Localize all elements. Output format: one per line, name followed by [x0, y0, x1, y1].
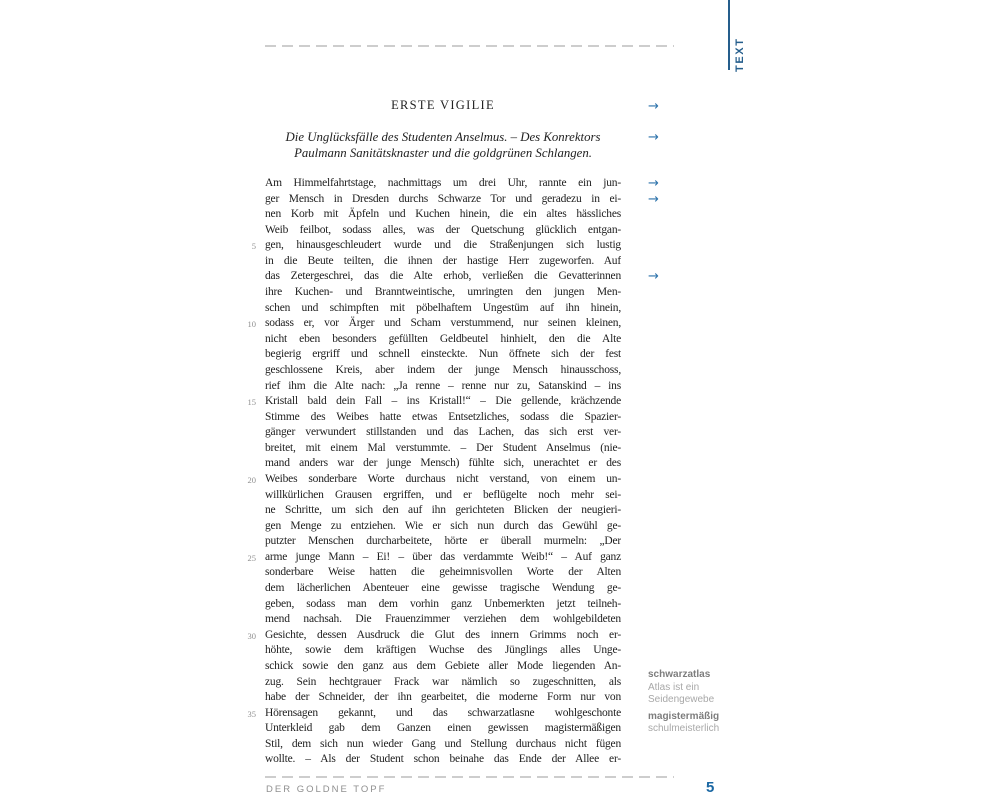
line-text: dem lächerlichen Abenteuer eine gewisse tragische Wendung ge- [265, 582, 621, 595]
body-line [239, 675, 621, 691]
line-text: das Zetergeschrei, das die Alte erhob, verließen die Gevatterinnen [265, 270, 621, 283]
line-number [239, 503, 256, 519]
glossary-definition-line: schulmeisterlich [648, 723, 720, 734]
page-number: 5 [706, 779, 715, 796]
line-text: ihre Kuchen- und Branntweintische, umringten den jungen Men- [265, 286, 621, 299]
body-line [239, 410, 621, 426]
line-text: Gesichte, dessen Ausdruck die Glut des innern Grimms noch er- [265, 628, 621, 641]
body-line [239, 706, 621, 722]
body-line [239, 441, 621, 457]
line-number: 30 [247, 630, 256, 641]
body-line [239, 550, 621, 566]
body-line [239, 690, 621, 706]
body-line [239, 721, 621, 737]
line-number: 20 [247, 474, 256, 485]
line-text: arme junge Mann – Ei! – über das verdammte Weib!“ – Auf ganz [265, 550, 621, 563]
line-number [239, 285, 256, 301]
line-text: habe der Schneider, der ihn gearbeitet, die moderne Form nur von [265, 691, 621, 704]
body-line [239, 628, 621, 644]
line-number [239, 581, 256, 597]
line-number [239, 379, 256, 395]
line-text: zug. Sein hechtgrauer Frack war nämlich so zugeschnitten, als [265, 675, 621, 688]
line-text: geschlossene Kreis, aber indem der junge Mensch hinausschoss, [265, 363, 621, 376]
body-line [239, 301, 621, 317]
line-number [239, 254, 256, 270]
line-number: 10 [247, 319, 256, 330]
line-text: Stil, dem sich nun wieder Gang und Stellung durchaus nicht fügen [265, 737, 621, 750]
line-text: schick sowie den ganz aus dem Gebiete aller Mode liegenden An- [265, 659, 621, 672]
body-line [239, 643, 621, 659]
line-number [239, 690, 256, 706]
body-line [239, 456, 621, 472]
body-line [239, 612, 621, 628]
line-text: wollte. – Als der Student schon beinahe das Ende der Allee er- [265, 753, 621, 766]
body-line [239, 191, 659, 208]
margin-arrow-icon: → [648, 269, 659, 285]
margin-arrow-icon: → [648, 99, 659, 114]
line-number [239, 347, 256, 363]
glossary-entry [648, 711, 758, 736]
line-text: Kristall bald dein Fall – ins Kristall!“ – Die gellende, krächzende [265, 395, 621, 408]
line-number [239, 192, 256, 208]
line-number [239, 332, 256, 348]
line-number [239, 425, 256, 441]
line-number [239, 612, 256, 628]
glossary-term: schwarzatlas [648, 669, 711, 680]
line-text: Stimme des Weibes hatte etwas Entsetzliches, sodass die Spazier- [265, 410, 621, 423]
glossary-definition-line: Seidengewebe [648, 694, 715, 705]
line-text: höhte, sowie dem kräftigen Wuchse des Jünglings alles Unge- [265, 644, 621, 657]
body-line [239, 363, 621, 379]
line-text: putzter Menschen durcharbeitete, hörte er überall murmeln: „Der [265, 535, 621, 548]
line-number [239, 456, 256, 472]
glossary-term: magistermäßig [648, 710, 720, 722]
running-title: DER GOLDNE TOPF [266, 784, 387, 795]
line-number: 5 [251, 241, 256, 252]
body-line [239, 519, 621, 535]
body-line [239, 269, 659, 285]
margin-arrow-icon: → [648, 130, 659, 145]
line-number: 35 [247, 708, 256, 719]
line-text: Unterkleid gab dem Ganzen einen gewissen magistermäßigen [265, 722, 621, 735]
line-text: mand anders war der junge Mensch) fühlte sich, unerachtet er des [265, 457, 621, 470]
body-line [239, 565, 621, 581]
line-text: mend nachsah. Die Frauenzimmer verziehen dem wohlgebildeten [265, 613, 621, 626]
line-text: gänger verwundert stillstanden und das Lachen, das sich erst ver- [265, 426, 621, 439]
line-text: Weib feilbot, sodass alles, was der Quetschung glücklich entgan- [265, 223, 621, 236]
line-text: ne Schritte, um sich den auf ihn gerichteten Blicken der neugieri- [265, 504, 621, 517]
body-line [239, 659, 621, 675]
line-number [239, 659, 256, 675]
body-line [239, 597, 621, 613]
line-number [239, 643, 256, 659]
body-line [239, 254, 621, 270]
margin-arrow-icon: → [648, 191, 659, 207]
top-dashed-rule [265, 45, 674, 47]
chapter-title: ERSTE VIGILIE [391, 98, 495, 112]
body-line [239, 503, 621, 519]
section-tab-rule [728, 0, 730, 70]
line-text: nen Korb mit Äpfeln und Kuchen hinein, die ein altes hässliches [265, 208, 621, 221]
line-number: 15 [247, 397, 256, 408]
body-line [239, 379, 621, 395]
body-line [239, 316, 621, 332]
body-line [239, 223, 621, 239]
line-number [239, 534, 256, 550]
line-text: in die Beute teilten, die ihnen der hastige Herr zugeworfen. Auf [265, 254, 621, 267]
line-text: sodass er, vor Ärger und Scham verstummend, nur seinen kleinen, [265, 317, 621, 330]
line-number [239, 519, 256, 535]
line-text: rief ihm die Alte nach: „Ja renne – renne nur zu, Satanskind – ins [265, 379, 621, 392]
line-number [239, 565, 256, 581]
chapter-subtitle-line1: Die Unglücksfälle des Studenten Anselmus. – Des Konrektors [285, 130, 601, 144]
line-text: Weibes sonderbare Worte durchaus nicht verstand, von einem un- [265, 472, 621, 485]
line-number [239, 441, 256, 457]
line-text: Hörensagen gekannt, und das schwarzatlasne wohlgeschonte [265, 706, 621, 719]
line-text: Am Himmelfahrtstage, nachmittags um drei Uhr, rannte ein jun- [265, 177, 621, 189]
line-number: 25 [247, 552, 256, 563]
line-number [239, 721, 256, 737]
line-number [239, 675, 256, 691]
line-number [239, 269, 256, 285]
body-line [239, 581, 621, 597]
line-text: gen, hinausgeschleudert wurde und die Straßenjungen sich lustig [265, 239, 621, 252]
body-line [239, 207, 621, 223]
line-number [239, 737, 256, 753]
body-line [239, 285, 621, 301]
line-number [239, 597, 256, 613]
line-text: ger Mensch in Dresden durchs Schwarze Tor und geradezu in ei- [265, 192, 621, 205]
margin-arrow-icon: → [648, 176, 659, 191]
line-number [239, 488, 256, 504]
chapter-subtitle-line2: Paulmann Sanitätsknaster und die goldgrünen Schlangen. [294, 146, 592, 160]
line-text: gen Menge zu entziehen. Wie er sich nun durch das Gewühl ge- [265, 519, 621, 532]
line-text: schen und schimpften mit pöbelhaftem Ungestüm auf ihn hinein, [265, 301, 621, 314]
line-text: breitet, mit einem Mal verstummte. – Der Student Anselmus (nie- [265, 441, 621, 454]
line-number [239, 176, 256, 192]
body-line [239, 737, 621, 753]
glossary-entry [648, 669, 758, 707]
body-line [239, 752, 621, 768]
line-number [239, 223, 256, 239]
section-tab-text[interactable]: TEXT [734, 37, 746, 72]
margin-glossary [648, 669, 758, 736]
line-number [239, 363, 256, 379]
body-lines [239, 176, 659, 768]
glossary-definition-line: Atlas ist ein [648, 681, 700, 693]
body-line [239, 394, 621, 410]
bottom-dashed-rule [265, 776, 674, 778]
line-number [239, 301, 256, 317]
line-number [239, 410, 256, 426]
body-line [239, 238, 621, 254]
body-line [239, 332, 621, 348]
body-line [239, 347, 621, 363]
body-line [239, 488, 621, 504]
line-number [239, 752, 256, 768]
line-number [239, 207, 256, 223]
line-text: willkürlichen Grausen ergriffen, und er beflügelte noch mehr sei- [265, 488, 621, 501]
line-text: nicht eben besonders gefüllten Geldbeutel hinhielt, den die Alte [265, 332, 621, 345]
line-text: geben, sodass man dem vorhin ganz Unbemerkten jetzt teilneh- [265, 597, 621, 610]
body-line [239, 534, 621, 550]
body-line [239, 425, 621, 441]
body-line [239, 472, 621, 488]
line-text: begierig ergriff und schnell einsteckte. Nun öffnete sich der fest [265, 348, 621, 361]
line-text: sonderbare Weise hatten die geheimnisvollen Worte der Alten [265, 566, 621, 579]
body-line [239, 176, 659, 192]
